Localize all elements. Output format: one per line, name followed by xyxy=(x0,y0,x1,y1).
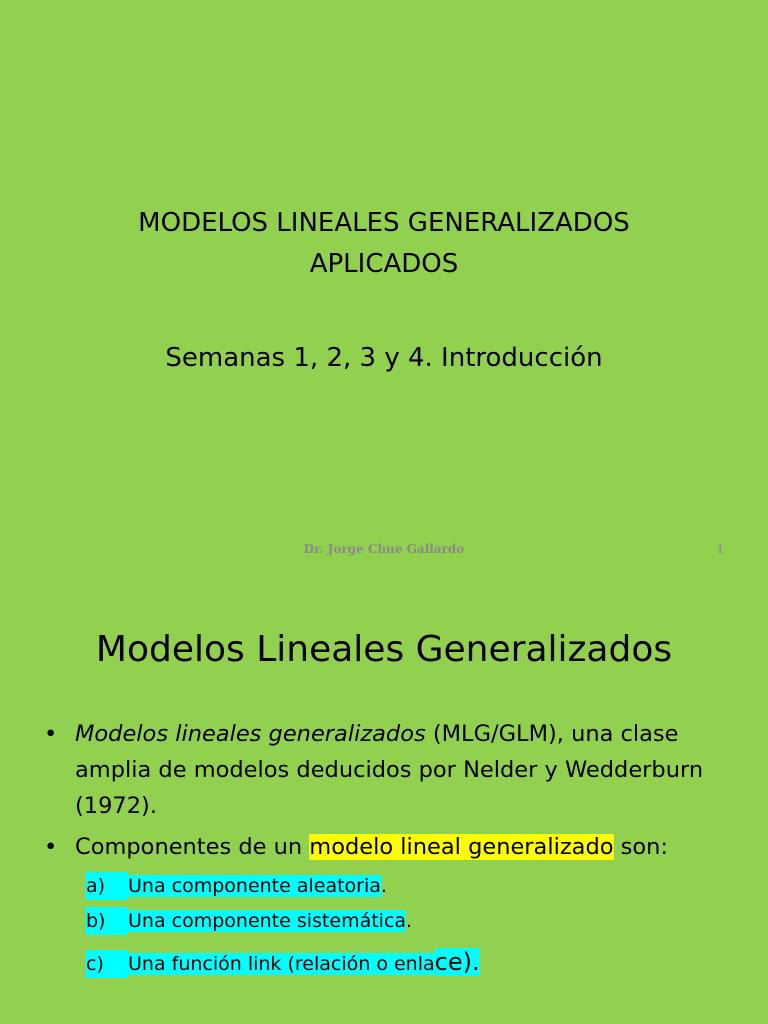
bullet-1-text xyxy=(75,716,724,824)
sub-item-b xyxy=(86,907,412,935)
slide-2-title: Modelos Lineales Generalizados xyxy=(95,629,673,670)
slide-1-title-line-2: APLICADOS xyxy=(309,249,459,279)
sub-item-suffix-large: ce). xyxy=(434,948,480,976)
bullet-2-before: Componentes de un xyxy=(75,834,310,860)
sub-item-suffix: . xyxy=(380,875,387,897)
sub-item-label: b) xyxy=(86,907,128,935)
sub-item-c xyxy=(86,948,480,978)
bullet-1-rest: (MLG/GLM), una clase amplia de modelos deducidos por Nelder y Wedderburn (1972). xyxy=(75,721,704,819)
bullet-1 xyxy=(44,716,724,824)
bullet-dot-icon: • xyxy=(44,721,58,747)
bullet-2-highlight: modelo lineal generalizado xyxy=(309,834,614,860)
sub-item-text: Una componente aleatoria xyxy=(128,875,381,897)
bullet-2 xyxy=(44,829,724,865)
bullet-2-after: son: xyxy=(613,834,668,860)
sub-item-label: a) xyxy=(86,872,128,900)
sub-item-label: c) xyxy=(86,950,128,978)
sub-item-suffix: . xyxy=(406,910,413,932)
sub-item-text: Una función link (relación o enla xyxy=(128,953,435,975)
slide-1-subtitle: Semanas 1, 2, 3 y 4. Introducción xyxy=(165,343,603,373)
slide-2 xyxy=(0,576,768,1024)
bullet-2-text xyxy=(75,829,724,865)
footer-author: Dr. Jorge Chue Gallardo xyxy=(303,542,465,556)
page-number: 1 xyxy=(716,542,724,556)
sub-item-a xyxy=(86,872,387,900)
bullet-1-italic: Modelos lineales generalizados xyxy=(75,721,426,747)
sub-item-text: Una componente sistemática xyxy=(128,910,407,932)
slide-1-title-line-1: MODELOS LINEALES GENERALIZADOS xyxy=(138,208,630,238)
bullet-dot-icon: • xyxy=(44,834,58,860)
